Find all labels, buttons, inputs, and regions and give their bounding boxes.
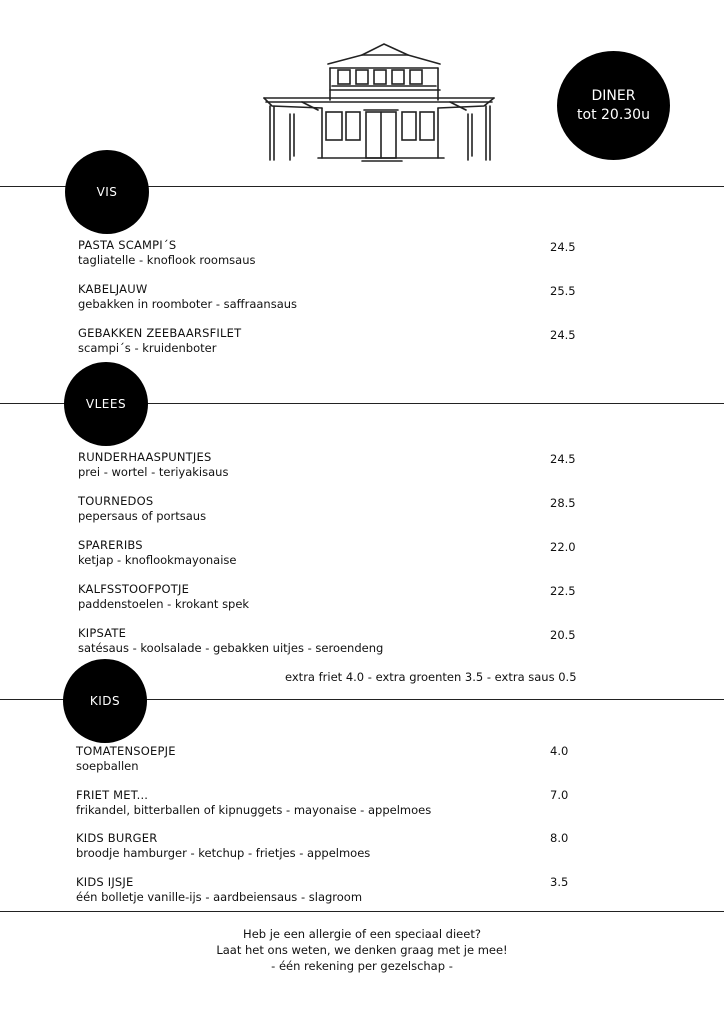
item-description: gebakken in roomboter - saffraansaus [78, 297, 298, 311]
item-price: 8.0 [550, 831, 569, 845]
item-price: 7.0 [550, 788, 569, 802]
item-description: paddenstoelen - krokant spek [78, 597, 250, 611]
item-name: RUNDERHAASPUNTJES [78, 450, 212, 464]
item-price: 24.5 [550, 240, 576, 254]
diner-badge-title: DINER [591, 87, 636, 104]
item-price: 22.5 [550, 584, 576, 598]
item-price: 28.5 [550, 496, 576, 510]
item-description: ketjap - knoflookmayonaise [78, 553, 237, 567]
item-name: TOURNEDOS [78, 494, 154, 508]
item-name: PASTA SCAMPI´S [78, 238, 177, 252]
section-title-vlees: VLEES [64, 362, 148, 446]
footer-bill-line: - één rekening per gezelschap - [271, 959, 453, 973]
item-description: prei - wortel - teriyakisaus [78, 465, 229, 479]
diner-badge-time: tot 20.30u [577, 106, 650, 123]
item-name: KABELJAUW [78, 282, 148, 296]
item-price: 24.5 [550, 452, 576, 466]
item-name: KIDS BURGER [76, 831, 158, 845]
item-name: SPARERIBS [78, 538, 143, 552]
item-description: één bolletje vanille-ijs - aardbeiensaus - slagroom [76, 890, 363, 904]
footer-contact-line: Laat het ons weten, we denken graag met je mee! [216, 943, 508, 957]
item-name: KIPSATE [78, 626, 127, 640]
footer-divider [0, 911, 724, 912]
item-price: 25.5 [550, 284, 576, 298]
footer-allergy-line: Heb je een allergie of een speciaal dieet? [243, 927, 481, 941]
item-description: broodje hamburger - ketchup - frietjes - appelmoes [76, 846, 371, 860]
item-name: FRIET MET... [76, 788, 149, 802]
item-description: frikandel, bitterballen of kipnuggets - mayonaise - appelmoes [76, 803, 432, 817]
section-title-kids: KIDS [63, 659, 147, 743]
item-name: KALFSSTOOFPOTJE [78, 582, 190, 596]
item-description: tagliatelle - knoflook roomsaus [78, 253, 256, 267]
item-price: 22.0 [550, 540, 576, 554]
item-name: GEBAKKEN ZEEBAARSFILET [78, 326, 242, 340]
item-description: scampi´s - kruidenboter [78, 341, 217, 355]
diner-badge [557, 51, 670, 160]
item-price: 3.5 [550, 875, 569, 889]
item-name: TOMATENSOEPJE [76, 744, 176, 758]
item-description: soepballen [76, 759, 139, 773]
footer-note [0, 926, 724, 974]
item-price: 4.0 [550, 744, 569, 758]
extras-note: extra friet 4.0 - extra groenten 3.5 - extra saus 0.5 [285, 670, 577, 684]
section-title-vis: VIS [65, 150, 149, 234]
building-logo-icon [262, 40, 496, 164]
item-name: KIDS IJSJE [76, 875, 134, 889]
item-description: satésaus - koolsalade - gebakken uitjes - seroendeng [78, 641, 384, 655]
item-description: pepersaus of portsaus [78, 509, 207, 523]
item-price: 24.5 [550, 328, 576, 342]
item-price: 20.5 [550, 628, 576, 642]
